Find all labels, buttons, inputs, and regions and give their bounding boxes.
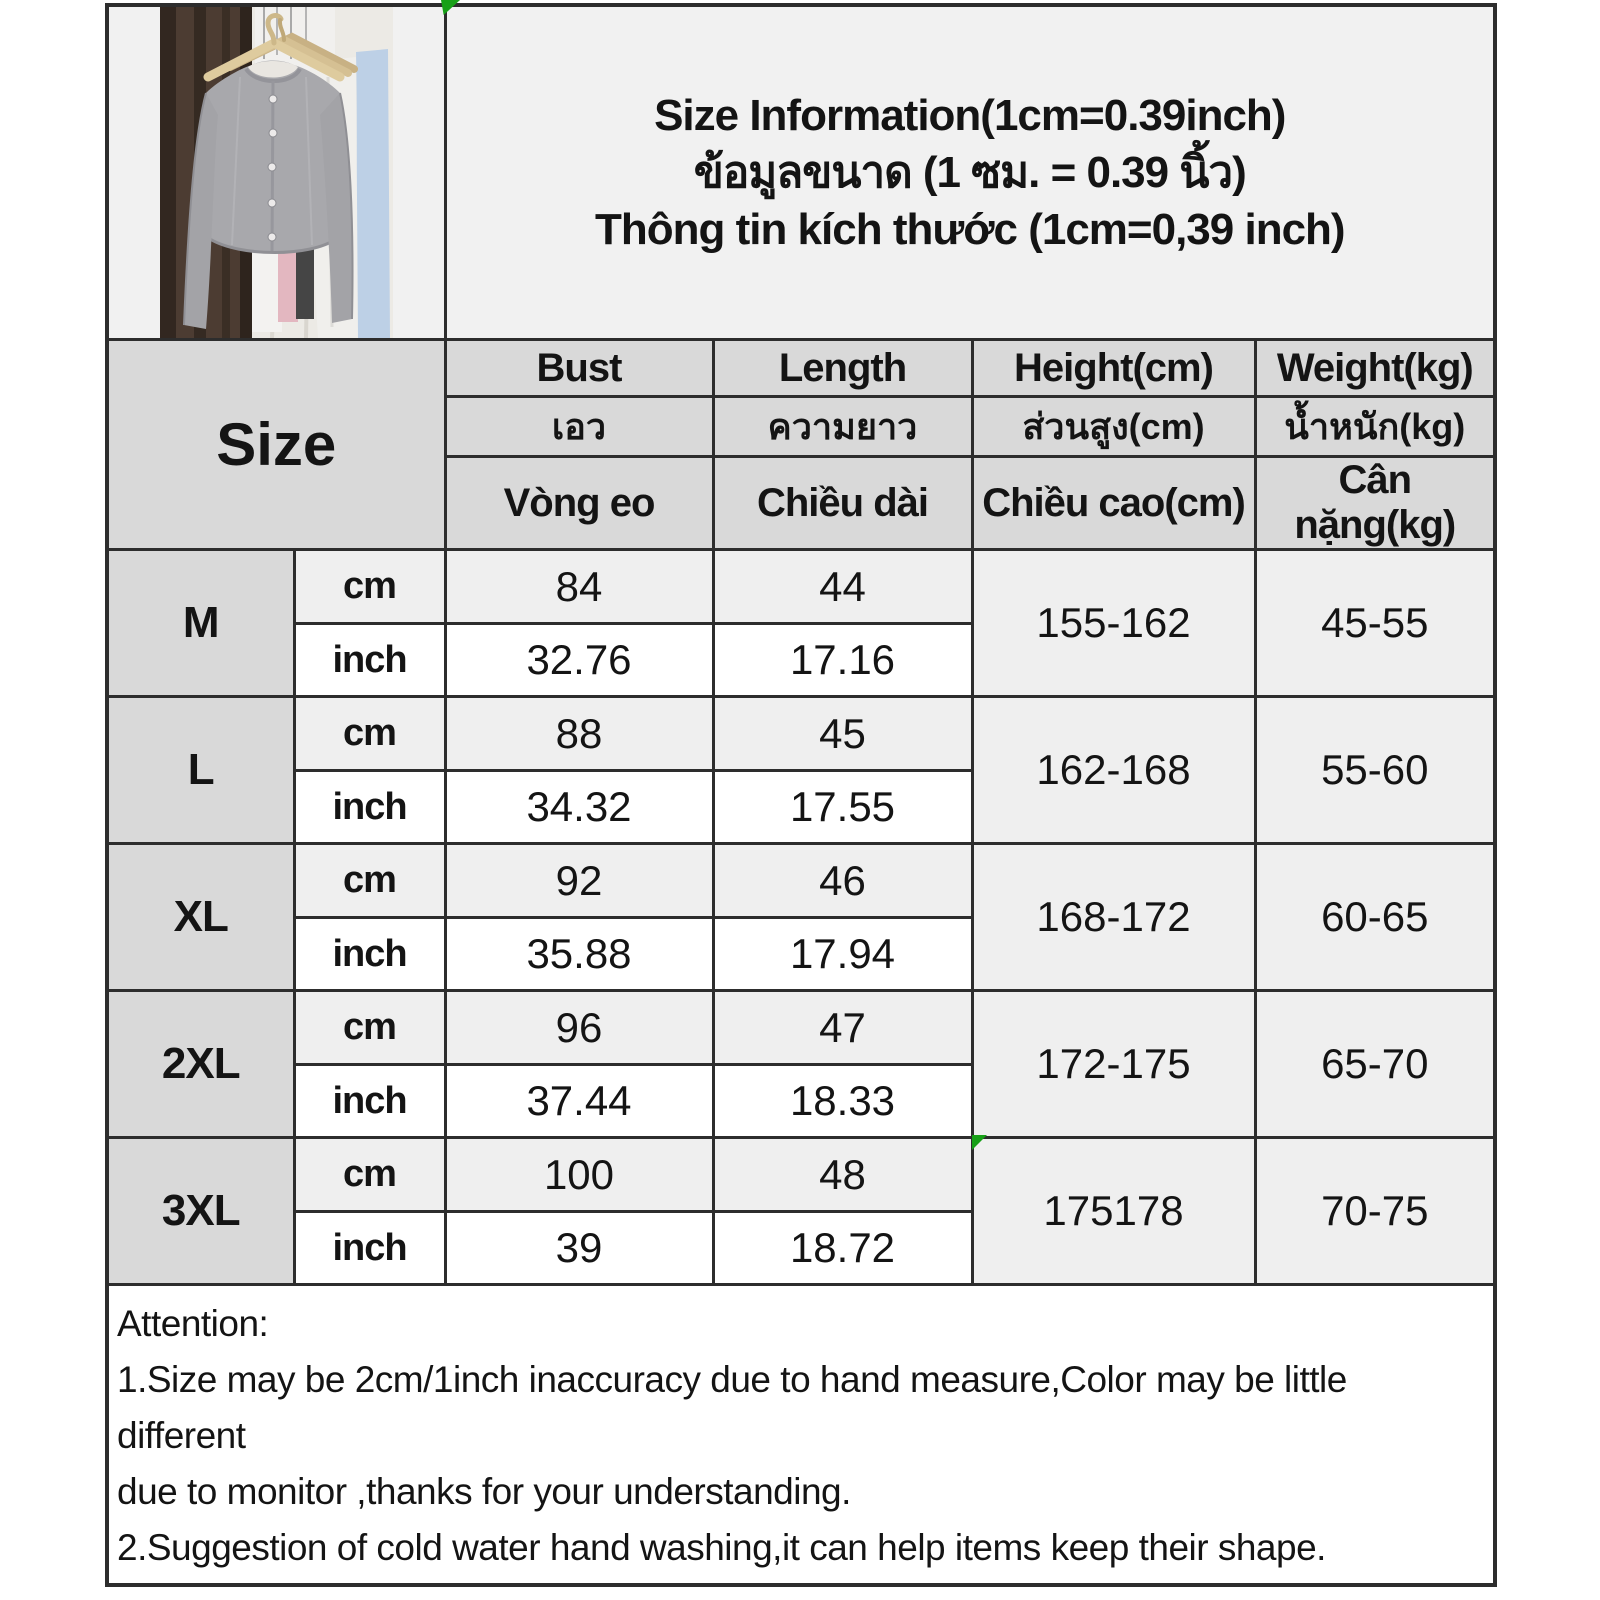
unit-inch-cell: inch	[294, 1065, 445, 1138]
title-cell	[445, 5, 1495, 340]
height-header-thai: ส่วนสูง(cm)	[972, 397, 1255, 457]
bust-inch-cell: 35.88	[445, 918, 713, 991]
weight-header: Weight(kg)	[1255, 340, 1495, 397]
length-cm-cell: 48	[713, 1138, 972, 1212]
unit-inch-cell: inch	[294, 1212, 445, 1285]
length-inch-cell: 17.55	[713, 771, 972, 844]
length-header: Length	[713, 340, 972, 397]
weight-range-cell: 65-70	[1255, 991, 1495, 1138]
size-label-cell: M	[107, 550, 294, 697]
table-row	[107, 550, 1495, 624]
title-english: Size Information(1cm=0.39inch)	[654, 91, 1286, 140]
weight-header-viet: Cân nặng(kg)	[1255, 457, 1495, 550]
height-header-viet: Chiều cao(cm)	[972, 457, 1255, 550]
table-row	[107, 991, 1495, 1065]
length-header-thai: ความยาว	[713, 397, 972, 457]
weight-range-cell: 55-60	[1255, 697, 1495, 844]
length-cm-cell: 44	[713, 550, 972, 624]
length-header-viet: Chiều dài	[713, 457, 972, 550]
photo-cell	[107, 5, 445, 340]
length-inch-cell: 17.16	[713, 624, 972, 697]
attention-note-1: 1.Size may be 2cm/1inch inaccuracy due to hand measure,Color may be little different	[117, 1359, 1347, 1456]
attention-cell	[107, 1285, 1495, 1585]
bust-inch-cell: 39	[445, 1212, 713, 1285]
unit-inch-cell: inch	[294, 624, 445, 697]
photo-title-row	[107, 5, 1495, 340]
weight-range-cell: 70-75	[1255, 1138, 1495, 1285]
bust-cm-cell: 84	[445, 550, 713, 624]
table-row	[107, 1138, 1495, 1212]
unit-cm-cell: cm	[294, 844, 445, 918]
length-inch-cell: 18.72	[713, 1212, 972, 1285]
length-cm-cell: 47	[713, 991, 972, 1065]
size-label-cell: 2XL	[107, 991, 294, 1138]
size-label-cell: XL	[107, 844, 294, 991]
table-row	[107, 697, 1495, 771]
size-chart-table	[105, 3, 1497, 1587]
length-inch-cell: 17.94	[713, 918, 972, 991]
height-range-cell: 155-162	[972, 550, 1255, 697]
size-chart-sheet	[105, 3, 1493, 1587]
length-cm-cell: 45	[713, 697, 972, 771]
attention-note-2: 2.Suggestion of cold water hand washing,it can help items keep their shape.	[117, 1527, 1326, 1568]
bust-header-viet: Vòng eo	[445, 457, 713, 550]
bust-cm-cell: 100	[445, 1138, 713, 1212]
title-thai: ข้อมูลขนาด (1 ซม. = 0.39 นิ้ว)	[693, 148, 1246, 197]
unit-inch-cell: inch	[294, 918, 445, 991]
bust-cm-cell: 88	[445, 697, 713, 771]
title-vietnamese: Thông tin kích thước (1cm=0,39 inch)	[594, 205, 1345, 254]
attention-heading: Attention:	[117, 1303, 269, 1344]
length-inch-cell: 18.33	[713, 1065, 972, 1138]
bust-inch-cell: 37.44	[445, 1065, 713, 1138]
unit-cm-cell: cm	[294, 1138, 445, 1212]
bust-cm-cell: 96	[445, 991, 713, 1065]
height-range-cell: 175178	[972, 1138, 1255, 1285]
height-range-cell: 168-172	[972, 844, 1255, 991]
height-range-cell: 162-168	[972, 697, 1255, 844]
product-photo	[160, 7, 393, 338]
unit-cm-cell: cm	[294, 550, 445, 624]
height-header: Height(cm)	[972, 340, 1255, 397]
bust-inch-cell: 34.32	[445, 771, 713, 844]
attention-row	[107, 1285, 1495, 1585]
bust-inch-cell: 32.76	[445, 624, 713, 697]
table-row	[107, 844, 1495, 918]
weight-range-cell: 45-55	[1255, 550, 1495, 697]
height-range-cell: 172-175	[972, 991, 1255, 1138]
weight-header-thai: น้ำหนัก(kg)	[1255, 397, 1495, 457]
length-cm-cell: 46	[713, 844, 972, 918]
header-row-english	[107, 340, 1495, 397]
attention-note-1b: due to monitor ,thanks for your understanding.	[117, 1471, 851, 1512]
weight-range-cell: 60-65	[1255, 844, 1495, 991]
size-header-cell: Size	[107, 340, 445, 550]
size-label-cell: L	[107, 697, 294, 844]
unit-cm-cell: cm	[294, 991, 445, 1065]
unit-inch-cell: inch	[294, 771, 445, 844]
bust-cm-cell: 92	[445, 844, 713, 918]
size-label-cell: 3XL	[107, 1138, 294, 1285]
bust-header: Bust	[445, 340, 713, 397]
unit-cm-cell: cm	[294, 697, 445, 771]
bust-header-thai: เอว	[445, 397, 713, 457]
